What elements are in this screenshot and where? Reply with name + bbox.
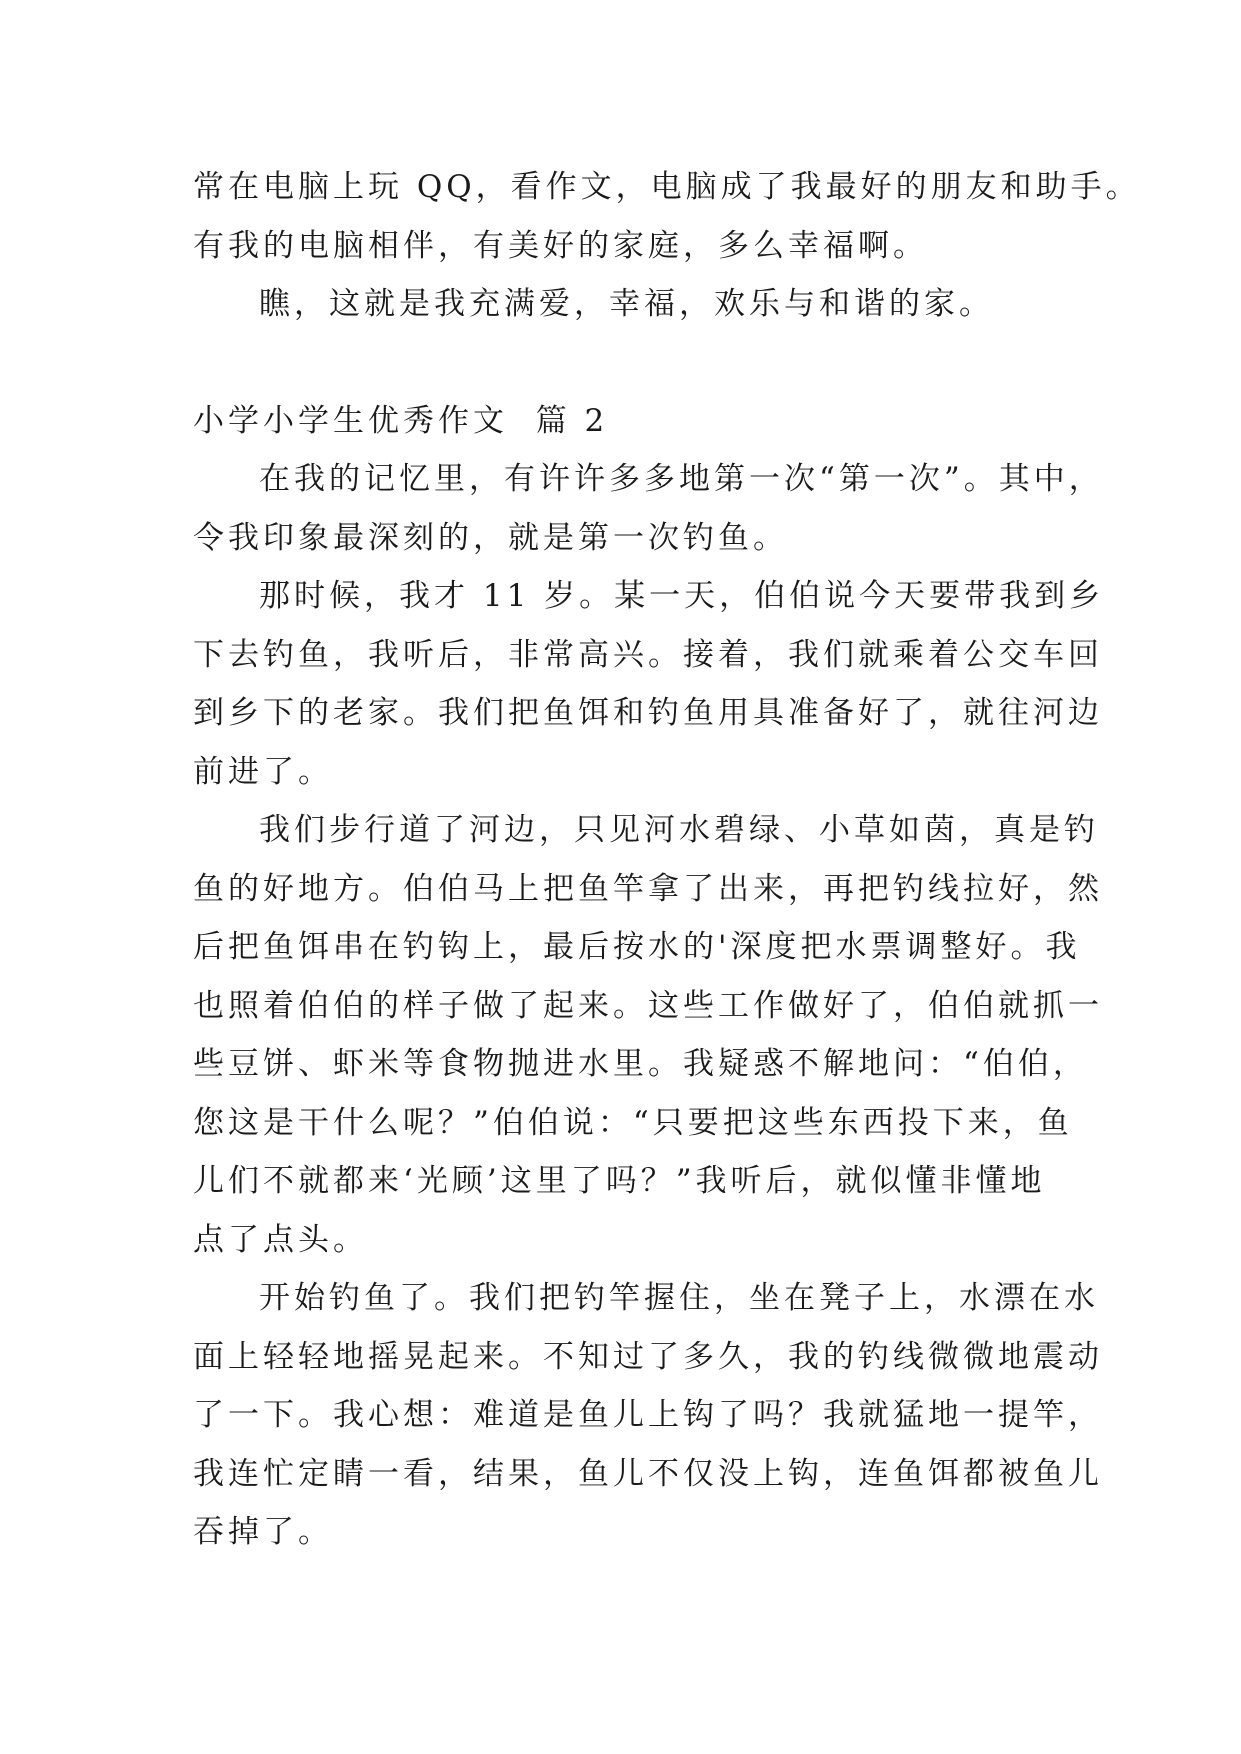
- text-line: 吞掉了。: [193, 1514, 333, 1550]
- text-line: 鱼的好地方。伯伯马上把鱼竿拿了出来，再把钓线拉好，然: [193, 870, 1103, 907]
- text-line: 瞧，这就是我充满爱，幸福，欢乐与和谐的家。: [259, 286, 994, 322]
- text-line: 下去钓鱼，我听后，非常高兴。接着，我们就乘着公交车回: [193, 636, 1103, 673]
- paragraph: [193, 1269, 1103, 1562]
- text-line: 令我印象最深刻的，就是第一次钓鱼。: [193, 519, 788, 556]
- text-line: 面上轻轻地摇晃起来。不知过了多久，我的钓线微微地震动: [193, 1338, 1103, 1375]
- text-line: 常在电脑上玩 QQ，看作文，电脑成了我最好的朋友和助手。: [193, 169, 1141, 205]
- text-line: 有我的电脑相伴，有美好的家庭，多么幸福啊。: [193, 227, 928, 264]
- text-line: 在我的记忆里，有许许多多地第一次“第一次”。其中，: [259, 461, 1104, 497]
- text-line: 儿们不就都来‘光顾’这里了吗？”我听后，就似懂非懂地: [193, 1163, 1046, 1199]
- text-line: 也照着伯伯的样子做了起来。这些工作做好了，伯伯就抓一: [193, 987, 1103, 1024]
- text-line: 我们步行道了河边，只见河水碧绿、小草如茵，真是钓: [259, 812, 1099, 848]
- text-line: 前进了。: [193, 753, 333, 790]
- text-line: 到乡下的老家。我们把鱼饵和钓鱼用具准备好了，就往河边: [193, 695, 1103, 731]
- paragraph: [193, 801, 1103, 1269]
- section-title: 小学小学生优秀作文 篇 2: [193, 402, 609, 439]
- document-body: [193, 158, 1141, 1562]
- paragraph: [193, 275, 1093, 334]
- paragraph: [193, 567, 1105, 801]
- text-line: 些豆饼、虾米等食物抛进水里。我疑惑不解地问：“伯伯，: [193, 1046, 1088, 1082]
- text-line: 了一下。我心想：难道是鱼儿上钩了吗？我就猛地一提竿，: [193, 1397, 1103, 1433]
- text-line: 那时候，我才 11 岁。某一天，伯伯说今天要带我到乡: [259, 578, 1105, 614]
- text-line: 后把鱼饵串在钓钩上，最后按水的'深度把水票调整好。我: [193, 929, 1081, 965]
- text-line: 我连忙定睛一看，结果，鱼儿不仅没上钩，连鱼饵都被鱼儿: [193, 1455, 1103, 1492]
- paragraph: [193, 450, 1104, 567]
- text-line: 您这是干什么呢？”伯伯说：“只要把这些东西投下来，鱼: [193, 1104, 1073, 1141]
- text-line: 点了点头。: [193, 1221, 368, 1258]
- paragraph: [193, 158, 1141, 275]
- text-line: 开始钓鱼了。我们把钓竿握住，坐在凳子上，水漂在水: [259, 1280, 1099, 1316]
- section-spacer: [193, 334, 1093, 392]
